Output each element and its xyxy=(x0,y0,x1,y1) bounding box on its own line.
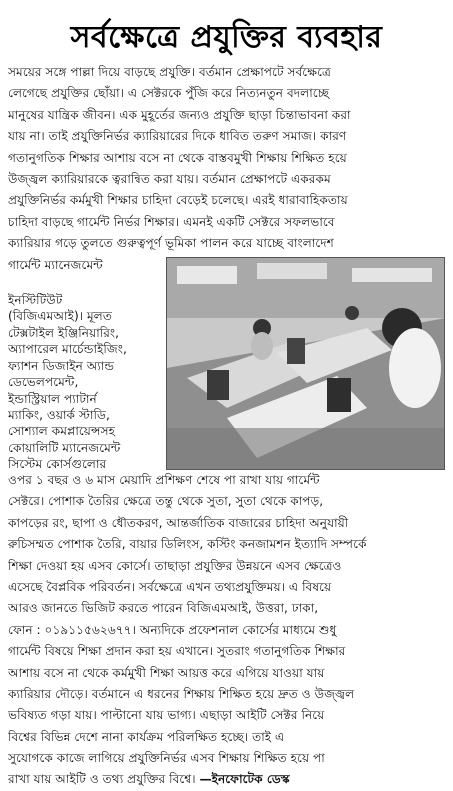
body-line: রুচিসম্মত পোশাক তৈরি, বায়ার ডিলিংস, কস্টিং কনজামশন ইত্যাদি সম্পর্কে xyxy=(8,537,367,552)
article-left-column xyxy=(8,293,164,473)
body-line: ইনস্টিটিউট xyxy=(8,293,63,307)
body-line: সোশ্যাল কমপ্লায়েন্সসহ xyxy=(8,424,116,439)
body-line: সুযোগকে কাজে লাগিয়ে প্রযুক্তিনির্ভর এসব শিক্ষায় শিক্ষিত হয়ে পা xyxy=(8,751,325,766)
body-line: শিক্ষা দেওয়া হয় এসব কোর্সে। তাছাড়া প্রযুক্তির উন্নয়নে এসব ক্ষেত্রেও xyxy=(8,558,342,573)
body-line: এসেছে বৈপ্লবিক পরিবর্তন। সর্বক্ষেত্রে এখন তথ্যপ্রযুক্তিময়। এ বিষয়ে xyxy=(8,579,332,594)
body-line: ম্যাকিং, ওয়ার্ক স্টাডি, xyxy=(8,407,110,422)
body-line: চাহিদা বাড়ছে গার্মেন্ট নির্ভর শিক্ষার। এমনই একটি সেক্টরে সফলভাবে xyxy=(8,214,335,229)
body-line: কোয়ালিটি ম্যানেজমেন্ট xyxy=(8,440,121,455)
garment-factory-photo xyxy=(166,257,445,470)
body-line: লেগেছে প্রযুক্তির ছোঁয়া। এ সেক্টরকে পুঁজি করে নিত্যনতুন বদলাচ্ছে xyxy=(8,86,330,101)
body-line: সময়ের সঙ্গে পাল্লা দিয়ে বাড়ছে প্রযুক্তি। বর্তমান প্রেক্ষাপটে সর্বক্ষেত্রে xyxy=(8,65,331,79)
body-line: গার্মেন্ট বিষয়ে শিক্ষা প্রদান করা হয় এখানে। সুতরাং গতানুগতিক শিক্ষার xyxy=(8,644,346,659)
body-line: (বিজিএমআই)। মূলত xyxy=(8,309,112,323)
body-line: অ্যাপারেল মার্চেন্ডাইজিং, xyxy=(8,342,127,357)
body-line: ডেভেলপমেন্ট, xyxy=(8,375,79,390)
body-line: ভবিষ্যত গড়া যায়। পাল্টানো যায় ভাগ্য। এছাড়া আইটি সেক্টর নিয়ে xyxy=(8,708,325,723)
body-line: ওপর ১ বছর ও ৬ মাস মেয়াদি প্রশিক্ষণ শেষে পা রাখা যায় গার্মেন্ট xyxy=(8,473,320,487)
body-line: সেক্টরে। পোশাক তৈরির ক্ষেত্রে তন্তু থেকে সুতা, সুতা থেকে কাপড়, xyxy=(8,494,324,509)
body-line: গার্মেন্ট ম্যানেজমেন্ট xyxy=(8,257,103,272)
body-line: বিশ্বের বিভিন্ন দেশে নানা কার্যক্রম পরিলক্ষিত হচ্ছে। তাই এ xyxy=(8,729,285,744)
body-line: আরও জানতে ভিজিট করতে পারেন বিজিএমআই, উত্তরা, ঢাকা, xyxy=(8,601,319,616)
body-line: ক্যারিয়ার গড়ে তুলতে গুরুত্বপূর্ণ ভূমিকা পালন করে যাচ্ছে বাংলাদেশ xyxy=(8,236,334,251)
headline: সর্বক্ষেত্রে প্রযুক্তির ব্যবহার xyxy=(70,20,383,55)
body-line: মানুষের যান্ত্রিক জীবন। এক মুহূর্তের জন্যও প্রযুক্তি ছাড়া চিন্তাভাবনা করা xyxy=(8,107,351,122)
body-line: যায় না। তাই প্রযুক্তিনির্ভর ক্যারিয়ারের দিকে ধাবিত তরুণ সমাজ। কারণ xyxy=(8,129,347,144)
body-line: টেক্সটাইল ইঞ্জিনিয়ারিং, xyxy=(8,326,120,340)
body-line: কাপড়ের রং, ছাপা ও ধৌতকরণ, আন্তর্জাতিক বাজারের চাহিদা অনুযায়ী xyxy=(8,515,349,530)
last-line-text: রাখা যায় আইটি ও তথ্য প্রযুক্তির বিশ্বে। xyxy=(8,772,200,787)
author-credit: —ইনফোটেক ডেস্ক xyxy=(199,772,290,787)
body-line: ফোন : ০১৯১১৫৬২৬৭৭। অন্যদিকে প্রফেশনাল কোর্সের মাধ্যমে শুধু xyxy=(8,622,337,637)
body-line: গতানুগতিক শিক্ষার আশায় বসে না থেকে বাস্তবমুখী শিক্ষায় শিক্ষিত হয়ে xyxy=(8,150,347,165)
body-line: ক্যারিয়ার দৌড়ে। বর্তমানে এ ধরনের শিক্ষায় শিক্ষিত হয়ে দ্রুত ও উজ্জ্বল xyxy=(8,686,355,701)
factory-illustration xyxy=(167,258,445,470)
body-line: ফ্যাশন ডিজাইন অ্যান্ড xyxy=(8,358,115,373)
article-intro xyxy=(8,62,445,276)
article-continuation xyxy=(8,470,445,791)
body-line: আশায় বসে না থেকে কর্মমুখী শিক্ষা আয়ত্ত করে এগিয়ে যাওয়া যায় xyxy=(8,665,325,680)
body-line: উজ্জ্বল ক্যারিয়ারকে ত্বরান্বিত করা যায়। বর্তমান প্রেক্ষাপটে একরকম xyxy=(8,171,331,186)
last-line xyxy=(8,769,445,790)
body-line: প্রযুক্তিনির্ভর কর্মমুখী শিক্ষার চাহিদা বেড়েই চলেছে। এরই ধারাবাহিকতায় xyxy=(8,193,348,208)
body-line: ইন্ডাস্ট্রিয়াল প্যাটার্ন xyxy=(8,391,97,406)
body-line: সিস্টেম কোর্সগুলোর xyxy=(8,457,107,472)
